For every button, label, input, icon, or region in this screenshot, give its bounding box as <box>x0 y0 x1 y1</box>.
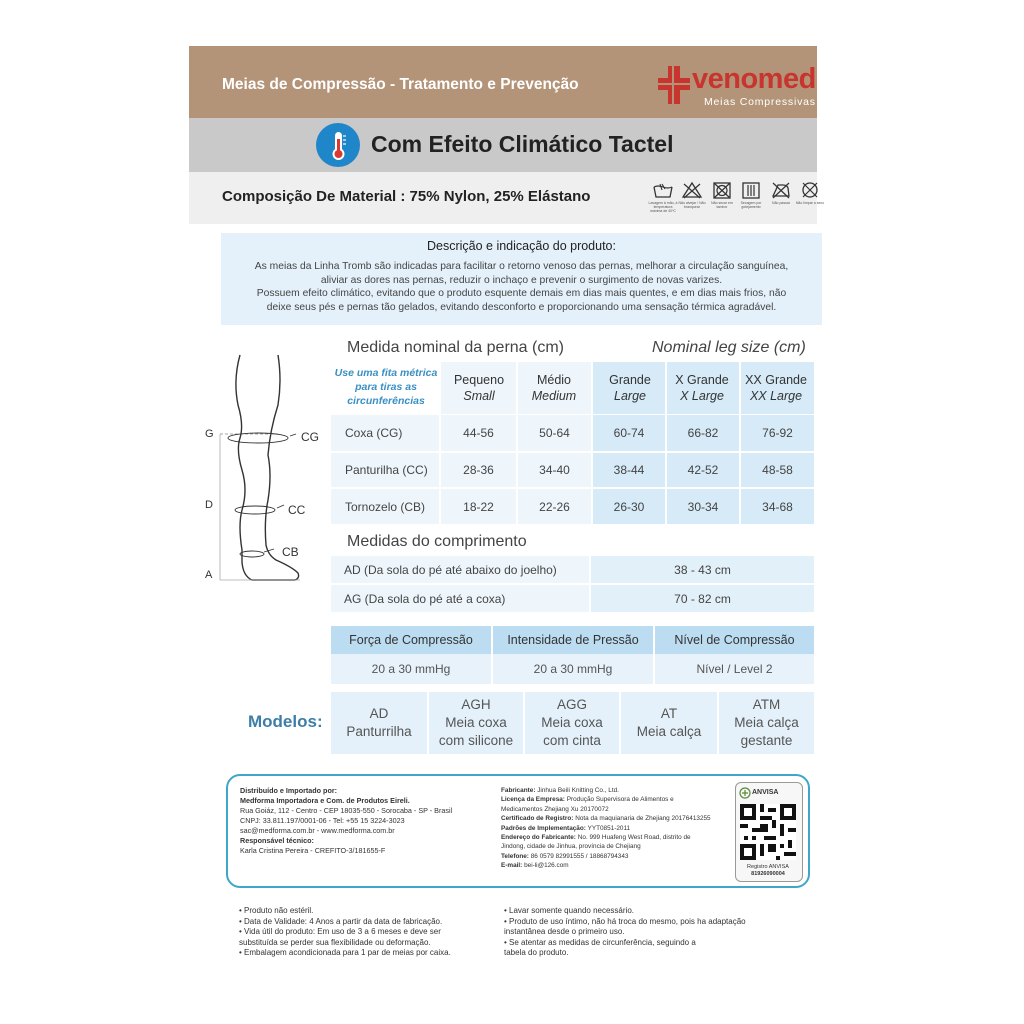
size-header <box>738 362 814 414</box>
manufacturer-info <box>501 786 731 871</box>
distributor-cnpj: CNPJ: 33.811.197/0001-06 - Tel: +55 15 3224-3023 <box>240 816 405 825</box>
description-body <box>226 260 817 314</box>
size-header-en: Small <box>463 389 495 403</box>
size-value: 50-64 <box>539 426 570 440</box>
note-item: • Produto de uso íntimo, não há troca do mesmo, pois ha adaptação <box>504 916 746 926</box>
mfr-key: Licença da Empresa: <box>501 796 565 804</box>
notes-left <box>239 906 489 959</box>
model-code: AGH <box>461 697 491 712</box>
note-item: • Vida útil do produto: Em uso de 3 a 6 meses e deve ser <box>239 927 441 937</box>
size-value: 44-56 <box>463 426 494 440</box>
size-header-pt: XX Grande <box>745 373 807 387</box>
no-bleach-icon <box>681 180 703 200</box>
distributor-company: Medforma Importadora e Com. de Produtos Eireli. <box>240 796 410 805</box>
size-value: 26-30 <box>613 499 645 514</box>
size-header <box>439 362 519 414</box>
mfr-value: Nota da maquianaria de Zhejiang 20176413255 <box>575 815 711 823</box>
compression-value: Nível / Level 2 <box>696 662 773 676</box>
mfr-key: Endereço do Fabricante: <box>501 834 576 842</box>
size-header <box>592 362 668 414</box>
size-value: 28-36 <box>463 463 494 477</box>
distributor-address: Rua Goiáz, 112 - Centro - CEP 18035-550 - Sorocaba - SP - Brasil <box>240 806 453 815</box>
size-table-title: Medida nominal da perna (cm) <box>347 339 564 356</box>
model-code: AT <box>660 706 678 721</box>
model-card <box>525 692 619 754</box>
length-table-title: Medidas do comprimento <box>347 533 527 550</box>
header-title: Meias de Compressão - Tratamento e Prevenção <box>222 76 579 93</box>
mfr-value: Medicamentos Zhejiang Xu 20170072 <box>501 805 609 813</box>
length-row-label: AD (Da sola do pé até abaixo do joelho) <box>344 562 557 577</box>
size-value: 66-82 <box>687 426 719 440</box>
medical-cross-icon <box>657 64 691 106</box>
composition-text: Composição De Material : 75% Nylon, 25% Elástano <box>222 188 591 205</box>
length-value: 38 - 43 cm <box>674 562 731 577</box>
leg-diagram <box>200 350 325 590</box>
description-line: Possuem efeito climático, evitando que o produto esquente demais em dias mais quentes, e em dias mais frios, não <box>256 288 787 299</box>
description-line: deixe seus pés e pernas tão gelados, evitando desconforto e proporcionando uma sensação térmica agradável. <box>266 301 777 313</box>
size-value: 42-52 <box>687 463 719 477</box>
distributor-contact: sac@medforma.com.br - www.medforma.com.br <box>240 826 395 835</box>
model-card <box>429 692 523 754</box>
size-header-pt: Grande <box>609 373 651 387</box>
mfr-key: Telefone: <box>501 852 529 860</box>
size-header-en: XX Large <box>749 389 803 403</box>
note-item: instantânea desde o primeiro uso. <box>504 927 625 937</box>
care-label: Não alvejar / Não branquear <box>678 201 706 209</box>
distributor-label: Distribuído e Importado por: <box>240 786 338 795</box>
model-desc: Meia calça <box>636 724 702 739</box>
mfr-key: Fabricante: <box>501 787 536 794</box>
mfr-value: 86 0579 82991555 / 18868794343 <box>530 852 629 860</box>
size-row-label: Panturilha (CC) <box>345 463 428 477</box>
size-note: Use uma fita métrica para tiras as circunferências <box>334 367 438 407</box>
size-header-en: Medium <box>531 389 577 403</box>
hand-wash-icon <box>652 180 674 200</box>
model-card <box>331 692 427 754</box>
size-header-en: X Large <box>680 389 724 403</box>
size-value: 76-92 <box>762 426 793 440</box>
model-code: AD <box>369 706 389 721</box>
note-item: tabela do produto. <box>504 948 569 958</box>
distributor-info <box>240 786 490 856</box>
anvisa-logo-icon <box>739 787 751 799</box>
mfr-value: bei-li@126.com <box>524 862 569 870</box>
care-label: Não limpar a seco <box>795 201 825 205</box>
size-value: 30-34 <box>687 499 719 514</box>
anvisa-title: ANVISA <box>752 789 779 796</box>
note-item: • Data de Validade: 4 Anos a partir da data de fabricação. <box>239 916 443 926</box>
size-row-label: Coxa (CG) <box>345 426 403 440</box>
mfr-key: Certificado de Registro: <box>501 815 574 823</box>
brand-logo: venomed <box>692 63 816 95</box>
size-value: 18-22 <box>463 499 494 514</box>
compression-value: 20 a 30 mmHg <box>371 662 451 676</box>
notes-right <box>504 906 794 959</box>
care-label: Lavagem à mão, à temperatura máxima de 40ºC <box>648 201 678 213</box>
model-code: AGG <box>556 697 587 712</box>
no-tumble-dry-icon <box>711 180 733 200</box>
size-header-pt: X Grande <box>675 373 729 387</box>
qr-code-icon <box>740 804 796 860</box>
model-code: ATM <box>752 697 781 712</box>
model-desc: com silicone <box>438 733 514 748</box>
care-label: Não secar em tambor <box>711 201 733 209</box>
responsible-label: Responsável técnico: <box>240 836 314 845</box>
size-table-title-en: Nominal leg size (cm) <box>652 339 806 356</box>
size-value: 22-26 <box>539 499 570 514</box>
mfr-value: Jinhua Beili Knitting Co., Ltd. <box>537 787 619 794</box>
compression-header: Nível de Compressão <box>674 633 795 647</box>
mfr-key: Padrões de Implementação: <box>501 824 586 832</box>
mfr-value: Jindong, cidade de Jinhua, província de Chejiang <box>501 843 641 851</box>
model-desc: Meia calça <box>734 715 799 730</box>
size-value: 38-44 <box>613 463 645 477</box>
diagram-label-g: G <box>205 428 214 440</box>
model-desc: gestante <box>740 733 793 748</box>
size-value: 34-68 <box>762 499 793 514</box>
size-value: 34-40 <box>539 463 570 477</box>
length-row-label: AG (Da sola do pé até a coxa) <box>344 591 506 606</box>
size-header-pt: Pequeno <box>453 373 505 387</box>
size-value: 48-58 <box>762 463 793 477</box>
mfr-key: E-mail: <box>501 862 523 870</box>
thermometer-icon <box>316 123 360 167</box>
size-header <box>516 362 592 414</box>
mfr-value: No. 999 Huafeng West Road, distrito de <box>577 834 691 842</box>
description-line: As meias da Linha Tromb são indicadas para facilitar o retorno venoso das pernas, melhorar a circulação sanguínea, <box>254 261 789 272</box>
description-line: aliviar as dores nas pernas, reduzir o inchaço e prevenir o surgimento de novas varizes. <box>320 274 723 286</box>
no-iron-icon <box>770 180 792 200</box>
model-desc: Meia coxa <box>541 715 603 730</box>
climate-title: Com Efeito Climático Tactel <box>371 131 674 157</box>
compression-value: 20 a 30 mmHg <box>533 662 613 676</box>
anvisa-registration <box>736 864 800 878</box>
model-card <box>621 692 717 754</box>
note-item: • Produto não estéril. <box>239 906 314 915</box>
note-item: • Embalagem acondicionada para 1 par de meias por caixa. <box>239 948 451 958</box>
model-desc: Meia coxa <box>445 715 507 730</box>
length-value: 70 - 82 cm <box>674 591 731 606</box>
responsible-name: Karla Cristina Pereira - CREFITO-3/181655-F <box>240 846 386 855</box>
note-item: • Se atentar as medidas de circunferência, seguindo a <box>504 937 696 947</box>
care-label: Secagem por gotejamento <box>740 201 762 209</box>
size-header-pt: Médio <box>536 373 572 387</box>
note-item: substituída se perder sua flexibilidade ou deformação. <box>239 937 431 947</box>
models-label: Modelos: <box>248 712 323 731</box>
brand-tagline: Meias Compressivas <box>704 96 816 108</box>
size-row-label: Tornozelo (CB) <box>345 499 426 514</box>
care-label: Não passar <box>772 201 790 205</box>
compression-header: Intensidade de Pressão <box>507 633 639 647</box>
diagram-label-a: A <box>205 569 213 581</box>
diagram-label-cb: CB <box>282 545 299 559</box>
mfr-value: Produção Supervisora de Alimentos e <box>566 796 674 804</box>
model-desc: Panturrilha <box>346 724 412 739</box>
anvisa-reg-label: Registro ANVISA <box>747 864 789 870</box>
model-desc: com cinta <box>543 733 601 748</box>
anvisa-reg-number: 81926090004 <box>751 871 785 877</box>
size-header-en: Large <box>614 389 646 403</box>
compression-header: Força de Compressão <box>349 633 473 647</box>
hang-dry-icon <box>740 180 762 200</box>
no-dry-clean-icon <box>799 180 821 200</box>
note-item: • Lavar somente quando necessário. <box>504 906 634 915</box>
diagram-label-cc: CC <box>288 503 306 517</box>
size-value: 60-74 <box>613 426 645 440</box>
model-card <box>719 692 814 754</box>
description-title: Descrição e indicação do produto: <box>426 239 616 253</box>
diagram-label-cg: CG <box>301 430 319 444</box>
mfr-value: YYT0851-2011 <box>587 824 631 832</box>
size-header <box>664 362 740 414</box>
diagram-label-d: D <box>205 499 213 511</box>
